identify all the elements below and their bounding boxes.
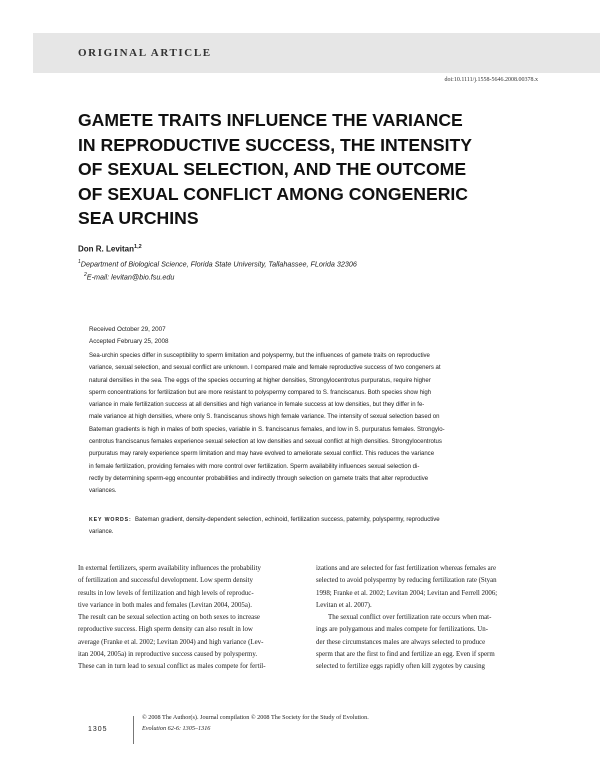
article-title (78, 108, 538, 231)
abstract-line: natural densities in the sea. The eggs of the species occurring at higher densities, Strongylocentrotus purpuratus, require higher (89, 377, 431, 384)
keywords-text: Bateman gradient, density-dependent selection, echinoid, fertilization success, paternity, polyspermy, reproductive (135, 517, 440, 523)
body-line: The sexual conflict over fertilization rate occurs when mat- (328, 614, 492, 622)
body-line: In external fertilizers, sperm availability influences the probability (78, 565, 261, 572)
body-line: These can in turn lead to sexual conflict as males compete for fertil- (78, 663, 266, 671)
body-line: reproductive success. High sperm density can also result in low (78, 626, 253, 634)
body-line: results in low levels of fertilization and high levels of reproduc- (78, 589, 254, 597)
abstract-line: male variance at high densities, where only S. franciscanus shows high female variance. The intensity of sexual selection based on (89, 414, 440, 421)
section-label: ORIGINAL ARTICLE (78, 47, 212, 59)
abstract-line: variances. (89, 488, 117, 495)
abstract-line: Bateman gradients is high in males of both species, variable in S. franciscanus females, and low in S. purpuratus females. Strongylo- (89, 426, 445, 433)
body-line: ings are polygamous and males compete for fertilizations. Un- (316, 626, 489, 634)
abstract-line: in female fertilization, providing females with more control over fertilization. Sperm availability influences sexual selection di- (89, 463, 420, 470)
email (84, 272, 174, 281)
body-line: itan 2004, 2005a) in reproductive success caused by polyspermy. (78, 651, 258, 659)
affiliation-sup: 1 (78, 259, 81, 265)
affiliation-text: Department of Biological Science, Florida State University, Tallahassee, FLorida 32306 (80, 259, 357, 269)
title-line: OF SEXUAL SELECTION, AND THE OUTCOME (78, 159, 467, 179)
email-text[interactable]: E-mail: levitan@bio.fsu.edu (86, 272, 175, 282)
body-line: of fertilization and successful development. Low sperm density (78, 577, 253, 585)
affiliation (78, 259, 357, 268)
abstract-line: sperm concentrations for fertilization but are more resistant to polyspermy compared to S. franciscanus. Both species show high (89, 389, 432, 396)
title-line: SEA URCHINS (78, 208, 199, 228)
abstract-line: variance, sexual selection, and sexual conflict are unknown. I compared male and female reproductive success of two congeners at (89, 365, 441, 372)
abstract-line: Sea-urchin species differ in susceptibility to sperm limitation and polyspermy, but the influences of gamete traits on reproductive (89, 353, 430, 359)
title-line: IN REPRODUCTIVE SUCCESS, THE INTENSITY (78, 134, 472, 155)
author-name: Don R. Levitan (78, 244, 135, 254)
body-line: selected to fertilize eggs rapidly often kill zygotes by causing (316, 663, 485, 671)
title-line: OF SEXUAL CONFLICT AMONG CONGENERIC (78, 183, 469, 204)
author-sup: 1,2 (134, 244, 142, 250)
body-column-right (316, 563, 539, 674)
body-line: der these circumstances males are always selected to produce (316, 638, 486, 646)
body-line: Levitan et al. 2007). (316, 601, 372, 609)
citation-line: Evolution 62-6: 1305–1316 (142, 724, 211, 732)
keywords-line (89, 514, 515, 526)
body-line: izations and are selected for fast fertilization whereas females are (316, 565, 497, 572)
abstract-line: variance in male fertilization success at all densities and high variance in female success at low densities, but they differ in fe- (89, 402, 425, 409)
page-number: 1305 (88, 726, 108, 733)
body-line: tive variance in both males and females (Levitan 2004, 2005a). (78, 601, 252, 609)
body-line: The result can be sexual selection acting on both sexes to increase (78, 614, 260, 622)
abstract-line: purpuratus may rarely experience sperm limitation and may have evolved to ameliorate sexual conflict. This reduces the variance (89, 451, 435, 458)
footer-divider (133, 716, 134, 744)
body-line: average (Franke et al. 2002; Levitan 2004) and high variance (Lev- (78, 638, 264, 646)
email-sup: 2 (84, 272, 87, 278)
keywords (89, 514, 515, 539)
copyright-line: © 2008 The Author(s). Journal compilation © 2008 The Society for the Study of Evolution. (142, 714, 369, 721)
received-date: Received October 29, 2007 (89, 326, 166, 333)
keywords-line: variance. (89, 529, 114, 536)
abstract-line: rectly by determining sperm-egg encounter probabilities and indirectly through selection on gamete traits that alter reproductive (89, 475, 429, 482)
article-dates (89, 324, 168, 347)
abstract-line: centrotus franciscanus females experience sexual selection at low densities and sexual conflict at high densities. Strongylocentrotus (89, 439, 442, 446)
author (78, 244, 142, 254)
abstract (89, 350, 515, 498)
title-line: GAMETE TRAITS INFLUENCE THE VARIANCE (78, 110, 463, 130)
body-line: sperm that are the first to find and fertilize an egg. Even if sperm (316, 651, 495, 659)
footer (142, 713, 369, 734)
body-column-left (78, 563, 300, 674)
doi[interactable]: doi:10.1111/j.1558-5646.2008.00378.x (444, 77, 538, 83)
keywords-label: KEY WORDS: (89, 517, 132, 523)
body-line: 1998; Franke et al. 2002; Levitan 2004; Levitan and Ferrell 2006; (316, 589, 498, 597)
accepted-date: Accepted February 25, 2008 (89, 337, 169, 345)
body-line: selected to avoid polyspermy by reducing fertilization rate (Styan (316, 577, 497, 585)
